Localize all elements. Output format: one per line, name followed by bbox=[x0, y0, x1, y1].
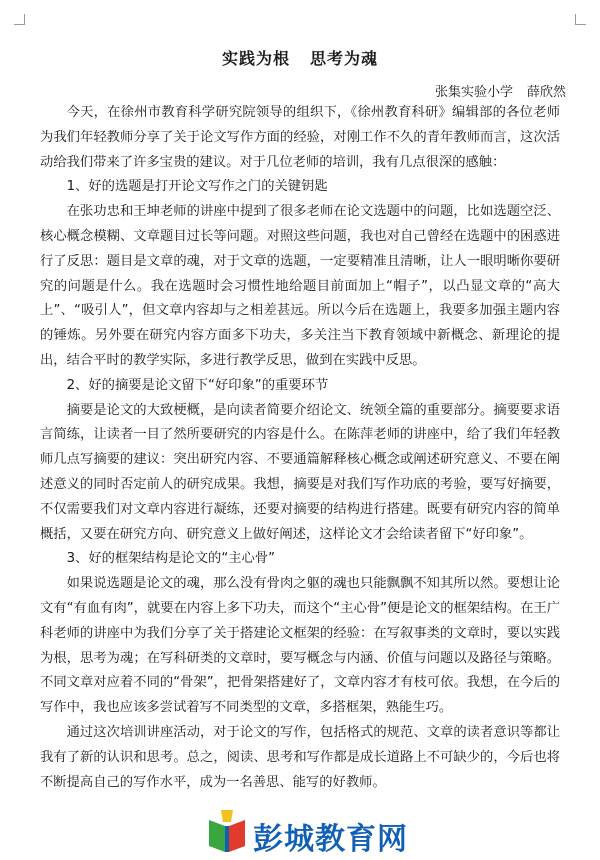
book-logo-icon bbox=[205, 808, 249, 856]
watermark-text: 彭城教育网 bbox=[253, 822, 408, 857]
document-title bbox=[0, 46, 600, 69]
document-body bbox=[40, 101, 560, 795]
section-heading-3: 3、好的框架结构是论文的“主心骨” bbox=[66, 551, 275, 567]
author-name: 薛欣然 bbox=[526, 85, 566, 100]
author-line bbox=[435, 81, 566, 100]
paragraph-section-1: 在张功忠和王坤老师的讲座中提到了很多老师在论文选题中的问题，比如选题空泛、核心概念模糊、文章题目过长等问题。对照这些问题，我也对自己曾经在选题中的困惑进行了反思：题目是文章的魂，对于文章的选题，一定要精准且清晰，让人一眼明晰你要研究的问题是什么。我在选题时会习惯性地给题目前面加上“帽子”，以凸显文章的“高大上”、“吸引人”，但文章内容却与之相差甚远。所以今后在选题上，我要多加强主题内容的锤炼。另外要在研究内容方面多下功夫，多关注当下教育领域中新概念、新理论的提出，结合平时的教学实际，多进行教学反思，做到在实践中反思。 bbox=[40, 204, 560, 368]
title-main: 实践为根 bbox=[221, 49, 290, 68]
paragraph-conclusion: 通过这次培训讲座活动，对于论文的写作，包括格式的规范、文章的读者意识等都让我有了新的认识和思考。总之，阅读、思考和写作都是成长道路上不可缺少的，今后也将不断提高自己的写作水平，成为一名善思、能写的好教师。 bbox=[40, 724, 560, 790]
page-corner-mark-top-left bbox=[14, 14, 25, 25]
watermark bbox=[205, 808, 465, 856]
paragraph-intro: 今天，在徐州市教育科学研究院领导的组织下，《徐州教育科研》编辑部的各位老师为我们年轻教师分享了关于论文写作方面的经验，对刚工作不久的青年教师而言，这次活动给我们带来了许多宝贵的建议。对于几位老师的培训，我有几点很深的感触： bbox=[40, 105, 560, 170]
section-heading-1: 1、好的选题是打开论文写作之门的关键钥匙 bbox=[66, 179, 328, 195]
title-sub: 思考为魂 bbox=[310, 49, 379, 68]
paragraph-section-2: 摘要是论文的大致梗概，是向读者简要介绍论文、统领全篇的重要部分。摘要要求语言简练，让读者一目了然所要研究的内容是什么。在陈萍老师的讲座中，给了我们年轻教师几点写摘要的建议：突出研究内容、不要通篇解释核心概念或阐述研究意义、不要在阐述意义的同时否定前人的研究成果。我想，摘要是对我们写作功底的考验，要写好摘要，不仅需要我们对文章内容进行凝练，还要对摘要的结构进行搭建。既要有研究内容的简单概括，又要在研究方向、研究意义上做好阐述，这样论文才会给读者留下“好印象”。 bbox=[40, 402, 560, 542]
author-school: 张集实验小学 bbox=[434, 85, 513, 100]
page-corner-mark-top-right bbox=[575, 14, 586, 25]
section-heading-2: 2、好的摘要是论文留下“好印象”的重要环节 bbox=[66, 377, 329, 393]
paragraph-section-3: 如果说选题是论文的魂，那么没有骨肉之躯的魂也只能飘飘不知其所以然。要想让论文有“有血有肉”，就要在内容上多下功夫，而这个“主心骨”便是论文的框架结构。在王广科老师的讲座中为我们分享了关于搭建论文框架的经验：在写叙事类的文章时，要以实践为根，思考为魂；在写科研类的文章时，要写概念与内涵、价值与问题以及路径与策略。不同文章对应着不同的“骨架”，把骨架搭建好了，文章内容才有枝可依。我想，在今后的写作中，我也应该多尝试着写不同类型的文章，多搭框架，熟能生巧。 bbox=[40, 576, 560, 716]
